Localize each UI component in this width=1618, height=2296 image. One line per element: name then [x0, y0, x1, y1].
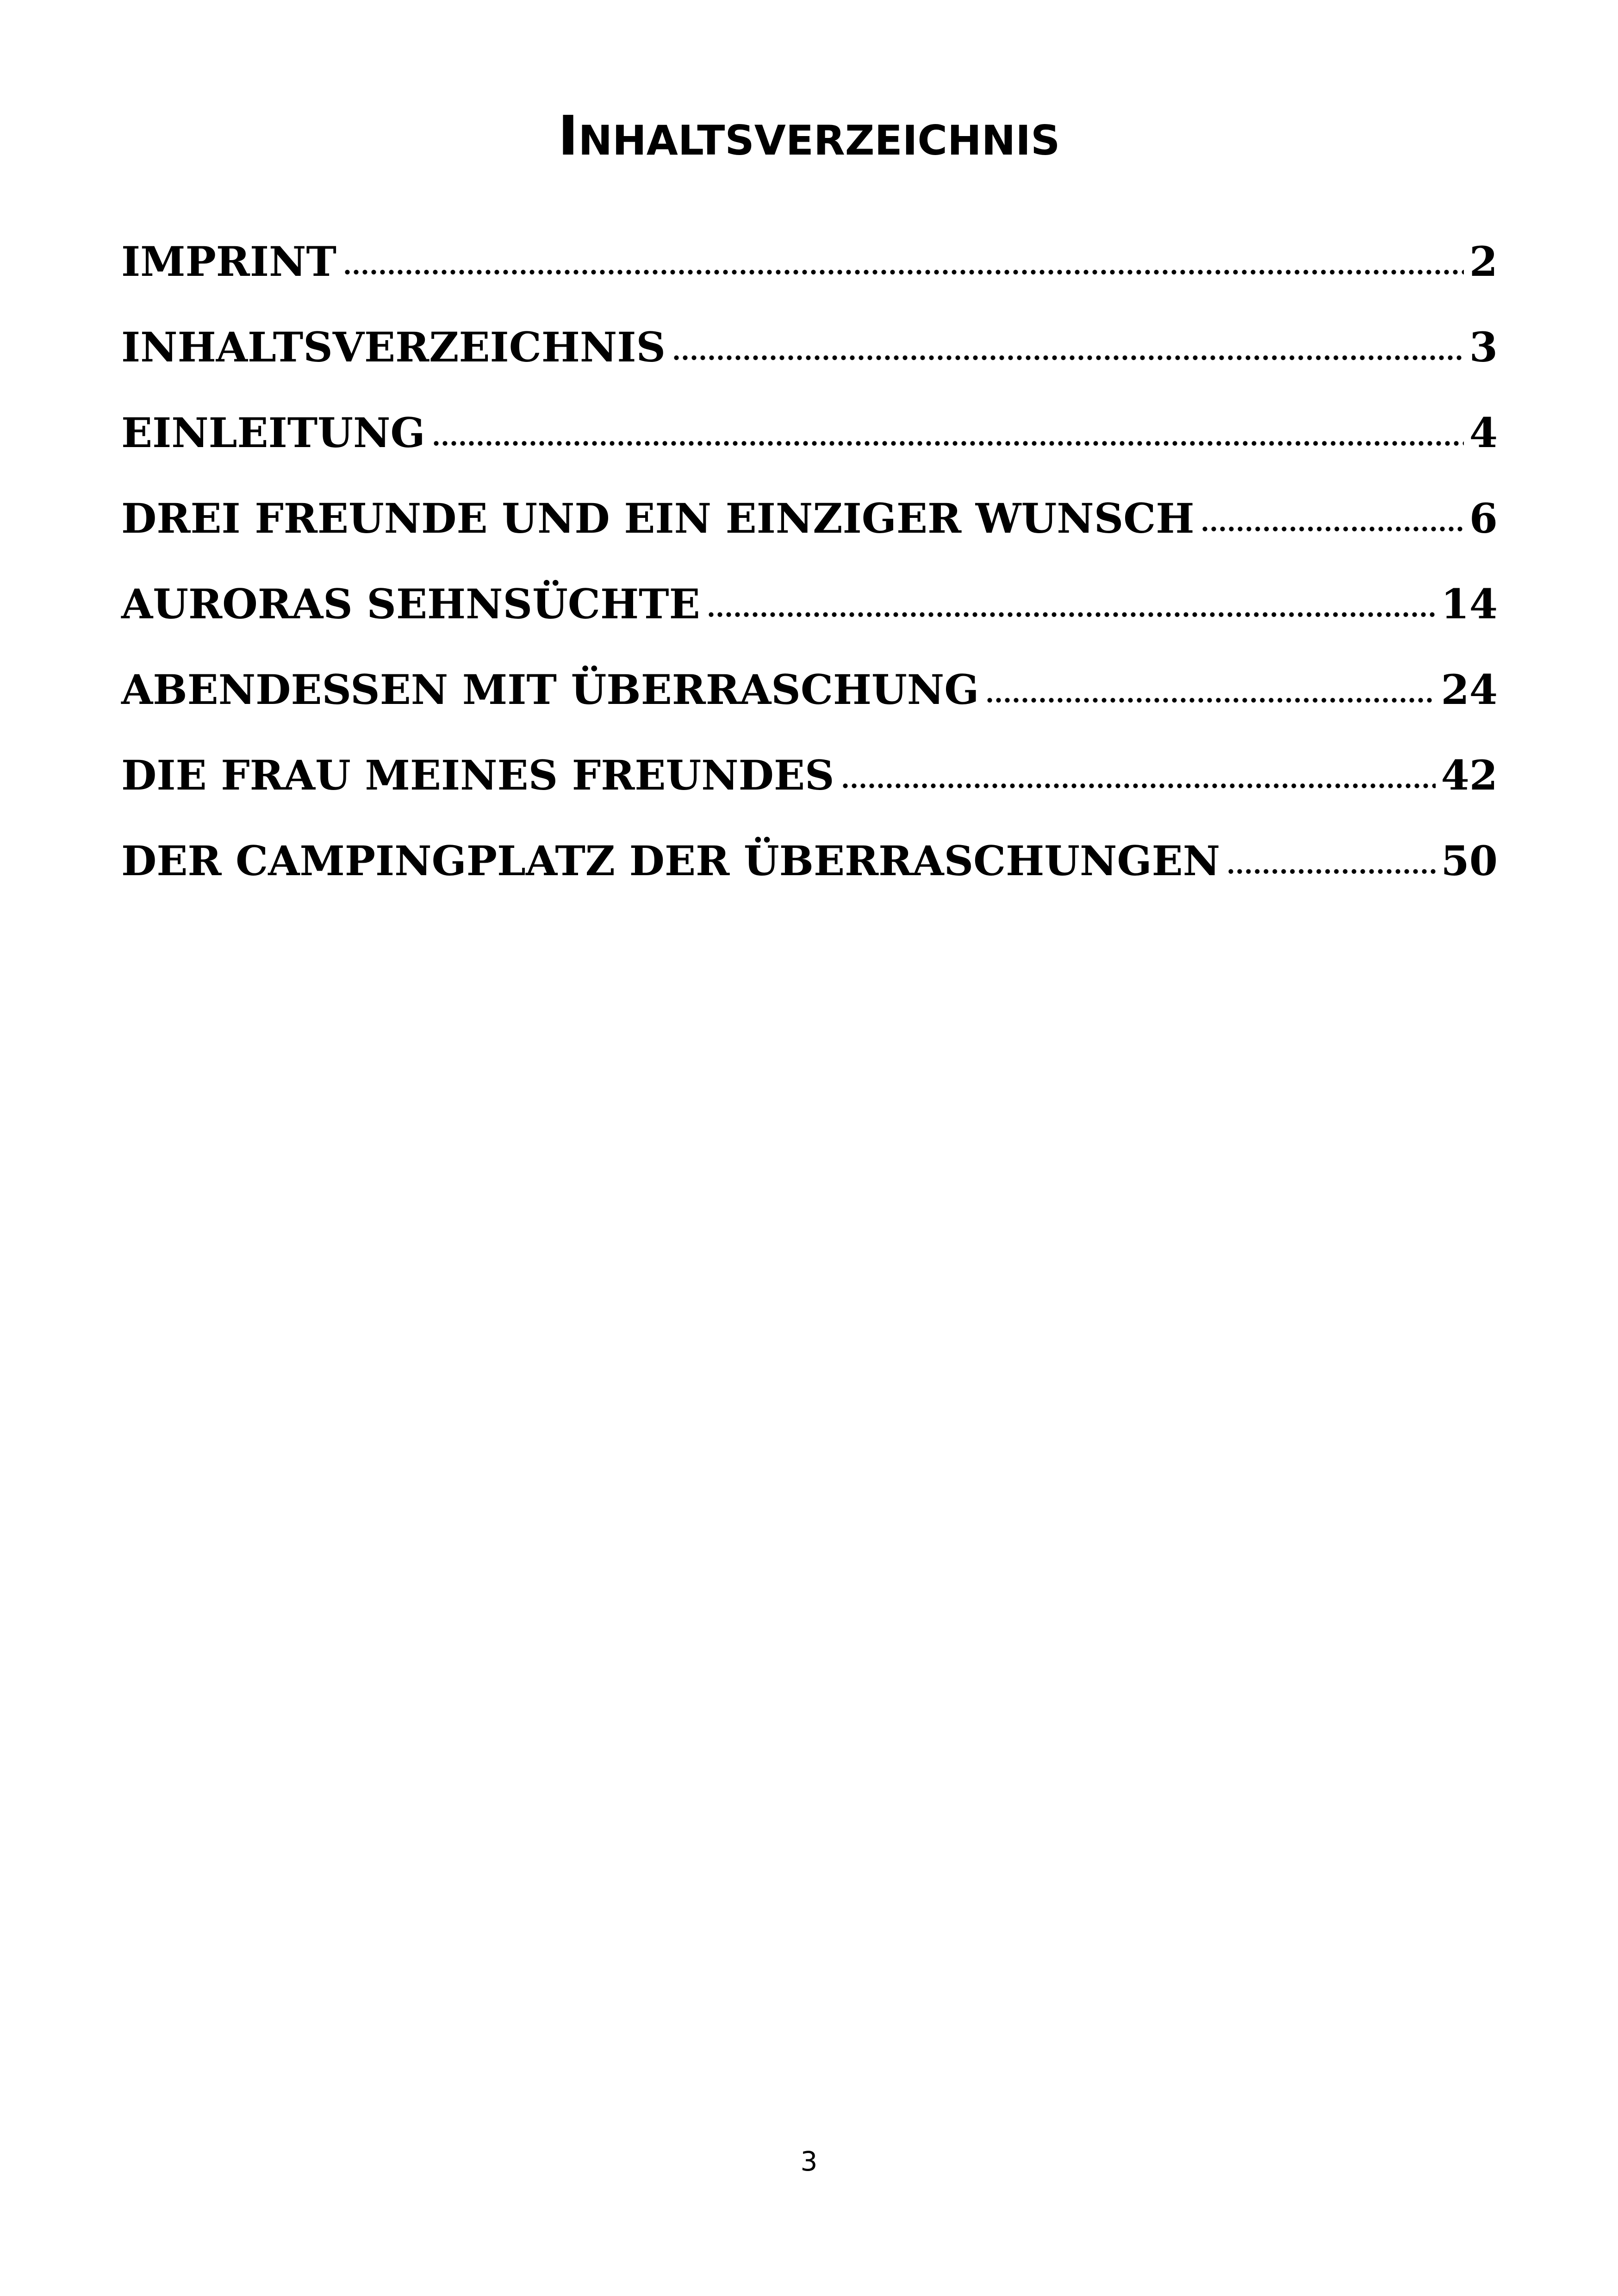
toc-dot-leader: [1226, 868, 1435, 875]
toc-entry[interactable]: [121, 576, 1498, 632]
toc-entry-title: EINLEITUNG: [121, 409, 425, 457]
toc-entry[interactable]: [121, 405, 1498, 460]
toc-dot-leader: [343, 269, 1464, 275]
page-title-rest: NHALTSVERZEICHNIS: [578, 117, 1060, 164]
toc-entry[interactable]: [121, 491, 1498, 546]
toc-dot-leader: [672, 355, 1464, 361]
toc-dot-leader: [1201, 526, 1463, 532]
toc-entry-page: 2: [1469, 237, 1498, 286]
toc-dot-leader: [707, 611, 1436, 618]
toc-entry-title: INHALTSVERZEICHNIS: [121, 323, 666, 371]
toc-entry[interactable]: [121, 234, 1498, 289]
toc-entry[interactable]: [121, 833, 1498, 889]
toc-entry-title: DIE FRAU MEINES FREUNDES: [121, 751, 834, 799]
page-title-initial: I: [558, 104, 579, 168]
toc-entry-page: 42: [1441, 751, 1498, 799]
footer-page-number: 3: [800, 2146, 818, 2177]
toc-entry[interactable]: [121, 747, 1498, 803]
toc-entry-page: 6: [1469, 494, 1498, 542]
page-title: [0, 101, 1618, 175]
toc-dot-leader: [985, 697, 1435, 703]
toc-entry-page: 14: [1441, 580, 1498, 628]
toc-entry-page: 50: [1441, 837, 1498, 885]
toc-entry-title: DREI FREUNDE UND EIN EINZIGER WUNSCH: [121, 494, 1195, 542]
toc-entry-title: AURORAS SEHNSÜCHTE: [121, 580, 700, 628]
toc-entry-title: IMPRINT: [121, 237, 336, 286]
toc-entry-page: 3: [1469, 323, 1498, 371]
toc-entry[interactable]: [121, 662, 1498, 717]
toc-dot-leader: [432, 440, 1464, 447]
toc-entry-page: 24: [1441, 666, 1498, 714]
toc-dot-leader: [841, 783, 1436, 789]
toc-entry[interactable]: [121, 319, 1498, 375]
toc-entry-title: DER CAMPINGPLATZ DER ÜBERRASCHUNGEN: [121, 837, 1220, 885]
toc-entry-title: ABENDESSEN MIT ÜBERRASCHUNG: [121, 666, 979, 714]
toc-entry-page: 4: [1469, 409, 1498, 457]
